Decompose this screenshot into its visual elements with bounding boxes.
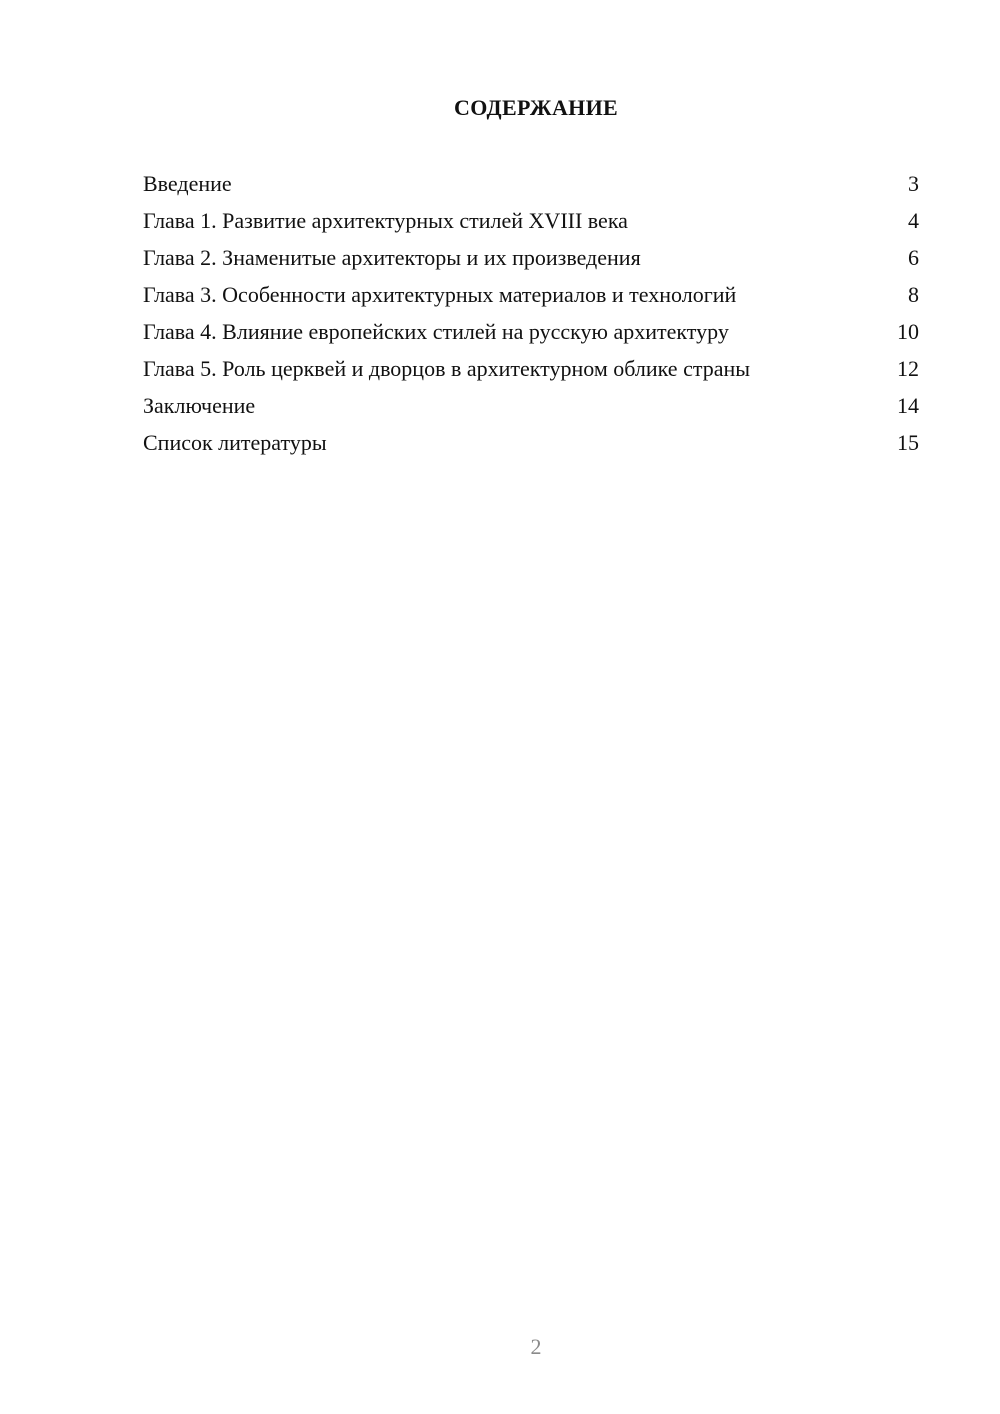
toc-item-bibliography[interactable]: [143, 429, 919, 456]
toc-title: СОДЕРЖАНИЕ: [454, 95, 618, 120]
toc-item-page: 6: [908, 245, 919, 270]
toc-item-label: Глава 4. Влияние европейских стилей на русскую архитектуру: [143, 319, 729, 344]
toc-item-label: Глава 1. Развитие архитектурных стилей XVIII века: [143, 208, 628, 233]
toc-item-label: Глава 3. Особенности архитектурных материалов и технологий: [143, 282, 737, 307]
toc-item-page: 12: [897, 356, 919, 381]
toc-item-label: Заключение: [143, 393, 256, 418]
toc-item-page: 4: [908, 208, 919, 233]
toc-item-label: Глава 2. Знаменитые архитекторы и их произведения: [143, 245, 641, 270]
toc-item-label: Список литературы: [143, 430, 327, 455]
toc-item-conclusion[interactable]: [143, 392, 919, 419]
toc-item-page: 15: [897, 430, 919, 455]
toc-item-chapter-5[interactable]: [143, 355, 919, 382]
toc-list: [143, 170, 919, 466]
toc-item-chapter-2[interactable]: [143, 244, 919, 271]
toc-item-chapter-4[interactable]: [143, 318, 919, 345]
toc-item-page: 3: [908, 171, 919, 196]
toc-item-page: 10: [897, 319, 919, 344]
toc-item-page: 14: [897, 393, 919, 418]
toc-item-label: Глава 5. Роль церквей и дворцов в архитектурном облике страны: [143, 356, 751, 381]
toc-item-label: Введение: [143, 171, 232, 196]
toc-item-introduction[interactable]: [143, 170, 919, 197]
toc-item-chapter-3[interactable]: [143, 281, 919, 308]
toc-item-chapter-1[interactable]: [143, 207, 919, 234]
toc-item-page: 8: [908, 282, 919, 307]
page-number: 2: [530, 1334, 542, 1359]
